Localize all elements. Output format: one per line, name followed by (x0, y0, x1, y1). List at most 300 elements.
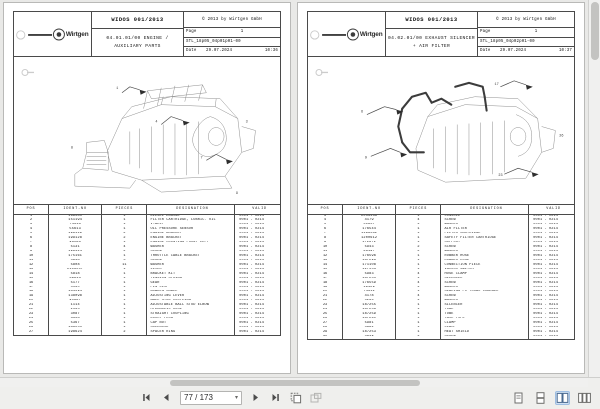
cell-pos: 16 (308, 272, 343, 276)
cell-val: 0001 - 0214 (533, 285, 559, 289)
two-page-view-button[interactable] (555, 391, 570, 405)
cell-id: 5949 (343, 335, 396, 339)
table-body-left (14, 214, 280, 335)
page-indicator-input[interactable] (180, 391, 242, 405)
col-pos-left: POS (14, 205, 49, 214)
cell-val: 0001 - 0214 (239, 222, 265, 227)
cell-val: 0001 - 0214 (239, 294, 265, 298)
cell-id: 1199582 (343, 232, 396, 236)
technical-drawing-left[interactable] (13, 57, 281, 205)
svg-text:1: 1 (116, 86, 119, 91)
cell-pc: 1 (396, 321, 441, 325)
cell-des: ENGINE MOUNTING FRONT LEFT (147, 241, 235, 245)
cell-val: 0001 - 0214 (533, 222, 559, 227)
cell-id: 2053438 (343, 214, 396, 218)
cell-pc: 1 (102, 268, 147, 272)
col-pos-right: POS (308, 205, 343, 214)
table-row[interactable] (308, 335, 574, 339)
title-block-left (13, 11, 281, 57)
last-page-icon (270, 392, 281, 403)
page-number-row-left (184, 28, 280, 37)
cell-id: 187298 (343, 259, 396, 263)
cell-pos: 19 (308, 286, 343, 290)
continuous-scroll-icon (535, 392, 546, 404)
logo-circle-icon-right (347, 28, 359, 40)
time-value-left: 10:36 (264, 49, 278, 54)
cell-pc: 4 (102, 245, 147, 249)
cell-pc: 1 (396, 308, 441, 312)
copyright-left: © 2013 by Wirtgen GmbH (184, 12, 280, 28)
cell-pos: 13 (14, 268, 49, 272)
cell-des: VACUUM SWITCH (441, 268, 529, 272)
cell-val: 0001 - 0214 (533, 334, 559, 339)
catalog-name-left: WIDOS 001/2013 (92, 12, 183, 29)
cell-pos: 11 (14, 259, 49, 263)
cell-pos: 20 (308, 290, 343, 294)
cell-des: SCREW (441, 281, 529, 285)
cell-id: 127553 (343, 268, 396, 272)
cell-pos: 4 (308, 218, 343, 222)
cell-id: 74318 (49, 223, 102, 227)
cell-id: 55613 (49, 227, 102, 231)
book-view-icon (578, 392, 591, 404)
cell-val: 0001 - 0214 (533, 227, 559, 231)
first-page-icon (141, 392, 152, 403)
page-label-right: Page (480, 30, 491, 35)
cell-pc: 4 (396, 294, 441, 298)
page-title-right-line1: 04.02.01/00 EXHAUST SILENCER (388, 35, 475, 41)
cell-des: SCREW (147, 259, 235, 263)
cell-id: 1114 (49, 303, 102, 307)
cell-id: 187255 (343, 303, 396, 307)
svg-text:17: 17 (494, 82, 499, 87)
cell-pos: 14 (308, 263, 343, 267)
cell-pc: 2 (102, 330, 147, 334)
col-ident-left: IDENT-NO (49, 205, 102, 214)
cell-id: 187255 (343, 277, 396, 281)
cell-val: 0001 - 0214 (533, 321, 559, 325)
cell-pos: 8 (14, 245, 49, 249)
cell-pc: 1 (102, 326, 147, 330)
cell-id: 5131 (49, 245, 102, 249)
cell-pos: 7 (14, 241, 49, 245)
cell-val: 0001 - 0214 (533, 298, 559, 303)
parts-table-left[interactable] (13, 205, 281, 336)
page-right[interactable] (297, 2, 585, 374)
cell-val: 0001 - 0214 (239, 267, 265, 272)
parts-table-right[interactable] (307, 205, 575, 340)
cell-pc: 4 (396, 286, 441, 290)
cell-id: 1200612 (343, 236, 396, 240)
cell-val: 0001 - 0214 (533, 294, 559, 298)
next-page-button[interactable] (249, 391, 262, 404)
cell-des: STRAIGHT COUPLING (147, 312, 235, 316)
page-title-left-line2: AUXILIARY PARTS (114, 43, 161, 49)
watermark-icon-left (21, 68, 35, 77)
vertical-scroll-thumb[interactable] (591, 2, 599, 60)
page-left[interactable] (3, 2, 291, 374)
cell-pos: 3 (14, 223, 49, 227)
cell-pc: 1 (396, 326, 441, 330)
cell-id: 5130 (49, 286, 102, 290)
cell-pc: 1 (102, 317, 147, 321)
cell-val: 0001 - 0214 (239, 312, 265, 316)
cell-pos: 4 (14, 227, 49, 231)
cell-id: 199424 (49, 250, 102, 254)
cell-id: 169585 (49, 214, 102, 218)
cell-pos: 3 (308, 214, 343, 218)
cell-id: 187258 (343, 308, 396, 312)
cell-des: SPACER RING (147, 330, 235, 334)
cell-id: 2116007 (49, 268, 102, 272)
cell-val: 0001 - 0214 (239, 330, 265, 334)
cell-val: 0001 - 0214 (533, 276, 559, 281)
date-row-right (478, 47, 574, 56)
cell-pc: 1 (102, 214, 147, 218)
cell-pc: 1 (102, 299, 147, 303)
cell-val: 0001 - 0214 (533, 307, 559, 312)
cell-val: 0001 - 0214 (533, 312, 559, 316)
cell-pos: 22 (308, 299, 343, 303)
cell-id: 2135 (49, 308, 102, 312)
cell-pc: 1 (102, 218, 147, 222)
page-number-row-right (478, 28, 574, 37)
cell-val: 0001 - 0214 (533, 316, 559, 321)
cell-id: 4178 (343, 294, 396, 298)
parts-table-left-grid (14, 205, 280, 335)
cell-val: 0001 - 0214 (533, 272, 559, 276)
cell-val: 0001 - 0214 (239, 214, 265, 218)
copy-icon (290, 392, 302, 404)
cell-val: 0001 - 0214 (533, 325, 559, 330)
cell-des: FILTER CARTRIDGE, LUBRIC. OIL (147, 218, 235, 222)
svg-text:8: 8 (70, 146, 74, 151)
cell-id: 176559 (343, 281, 396, 285)
page-label-left: Page (186, 30, 197, 35)
page-title-right (386, 29, 477, 56)
cell-val: 0001 - 0214 (239, 285, 265, 289)
cell-id: 19429 (343, 286, 396, 290)
cell-pc: 1 (102, 277, 147, 281)
col-valid-right: VALID (529, 205, 574, 214)
watermark-icon-right (315, 68, 329, 77)
cell-des: SILENCER (441, 303, 529, 307)
cell-id: 3087 (49, 312, 102, 316)
cell-pc: 1 (102, 286, 147, 290)
vertical-scrollbar[interactable] (588, 0, 600, 377)
cell-des: RUBBER HOSE (441, 254, 529, 258)
col-pieces-right: PIECES (396, 205, 441, 214)
single-page-icon (513, 392, 524, 404)
cell-des: SCREW (147, 250, 235, 254)
cell-des: SCREW (441, 294, 529, 298)
page-navigation-group (140, 391, 322, 405)
cell-val: 0001 - 0214 (239, 249, 265, 254)
svg-text:7: 7 (200, 156, 203, 161)
cell-pc: 1 (396, 290, 441, 294)
cell-id: 5264 (343, 299, 396, 303)
cell-val: 0001 - 0214 (239, 263, 265, 267)
cell-pc: 1 (102, 281, 147, 285)
copy-button[interactable] (289, 391, 302, 404)
cell-pos: 13 (308, 259, 343, 263)
cell-pc: 1 (102, 321, 147, 325)
cell-pc: 2 (102, 236, 147, 240)
cell-id: 176544 (343, 227, 396, 231)
cell-id: 74312 (343, 290, 396, 294)
cell-pos: 8 (308, 236, 343, 240)
cell-id: 4179 (343, 218, 396, 222)
cell-pc: 1 (396, 241, 441, 245)
cell-val: 0001 - 0214 (239, 321, 265, 325)
cell-pc: 1 (396, 214, 441, 218)
technical-drawing-right[interactable] (307, 57, 575, 205)
cell-val: 0001 - 0214 (533, 303, 559, 307)
cell-pos: 29 (308, 330, 343, 334)
cell-pos: 17 (308, 277, 343, 281)
cell-val: 0001 - 0214 (533, 214, 559, 218)
cell-id: 5818 (49, 272, 102, 276)
cell-val: 0001 - 0214 (533, 254, 559, 258)
cell-pos: 27 (14, 330, 49, 334)
two-page-icon (556, 392, 569, 404)
page-right-sheet (307, 11, 575, 365)
cell-id: 51857 (343, 223, 396, 227)
date-value-left: 29.07.2024 (206, 49, 233, 54)
cell-val: 0001 - 0214 (533, 258, 559, 263)
logo-ghost-icon-right (310, 29, 319, 38)
cell-pos: 23 (14, 312, 49, 316)
cell-pc: 1 (396, 303, 441, 307)
cell-id: 151194 (49, 218, 102, 222)
cell-des: SUPPORT (441, 241, 529, 245)
cell-val: 0001 - 0214 (239, 218, 265, 222)
cell-id: 176596 (343, 254, 396, 258)
cell-pos: 9 (14, 250, 49, 254)
col-valid-left: VALID (235, 205, 280, 214)
cell-val: 0001 - 0214 (533, 231, 559, 236)
doc-id-left: STL_18p05_04p01p01-00 (186, 39, 241, 44)
cell-pc: 1 (102, 272, 147, 276)
cell-pc: 2 (396, 245, 441, 249)
svg-text:9: 9 (235, 192, 238, 197)
table-header-row-right (308, 205, 574, 214)
cell-des: THROTTLE CABLE BRACKET (147, 254, 235, 258)
cell-des: SILENCER (441, 277, 529, 281)
cell-des: ENGINE BRACKET (147, 236, 235, 240)
cell-pc: 4 (396, 335, 441, 339)
cell-id: 5983 (343, 272, 396, 276)
title-block-right (307, 11, 575, 57)
cell-des: DUMMY PLUG (147, 317, 235, 321)
cell-pos: 21 (308, 294, 343, 298)
catalog-name-right: WIDOS 001/2013 (386, 12, 477, 29)
svg-text:26: 26 (559, 134, 564, 139)
cell-id: 199119 (49, 232, 102, 236)
cell-id: 96088 (49, 241, 102, 245)
cell-val: 0001 - 0214 (239, 240, 265, 245)
cell-id: 68197 (343, 250, 396, 254)
cell-pc: 1 (102, 290, 147, 294)
cell-id: 5177 (49, 281, 102, 285)
cell-pos: 18 (308, 281, 343, 285)
date-value-right: 29.07.2024 (500, 49, 527, 54)
cell-pos: 19 (14, 294, 49, 298)
page-title-right-line2: + AIR FILTER (412, 43, 451, 49)
cell-id: 172872 (343, 241, 396, 245)
cell-pos: 28 (308, 326, 343, 330)
cell-pc: 1 (102, 303, 147, 307)
cell-pos: 24 (14, 317, 49, 321)
col-ident-right: IDENT-NO (343, 205, 396, 214)
cell-val: 0001 - 0214 (239, 272, 265, 276)
paste-button[interactable] (309, 391, 322, 404)
previous-page-button[interactable] (160, 391, 173, 404)
svg-text:23: 23 (498, 174, 503, 179)
horizontal-scrollbar[interactable] (0, 378, 588, 387)
cell-val: 0001 - 0214 (239, 258, 265, 263)
cell-pos: 15 (308, 268, 343, 272)
cell-pos: 6 (308, 227, 343, 231)
cell-id: 5948 (49, 259, 102, 263)
cell-pos: 10 (14, 254, 49, 258)
cell-id: 186055 (49, 326, 102, 330)
svg-text:4: 4 (155, 120, 158, 125)
cell-pc: 1 (396, 227, 441, 231)
cell-des: ADJUSTING LEVER (147, 294, 235, 298)
parts-table-right-grid (308, 205, 574, 339)
cell-id: 5943 (343, 245, 396, 249)
previous-page-icon (161, 392, 172, 403)
viewer-toolbar[interactable] (0, 377, 600, 409)
chevron-down-icon[interactable]: ▾ (234, 395, 238, 401)
cell-des: SEALING FO TURBO CHARGER (441, 290, 529, 294)
cell-id: 5982 (343, 326, 396, 330)
cell-val: 0001 - 0214 (533, 236, 559, 240)
cell-des: WASHER (441, 223, 529, 227)
cell-des: WASHER (441, 250, 529, 254)
cell-id: 198624 (49, 330, 102, 334)
cell-id: 187253 (343, 330, 396, 334)
page-indicator-value: 77 / 173 (184, 393, 213, 402)
book-view-button[interactable] (577, 391, 592, 405)
cell-val: 0001 - 0214 (239, 298, 265, 303)
cell-val: 0001 - 0214 (533, 289, 559, 294)
time-value-right: 10:37 (558, 49, 572, 54)
cell-des: BRACKET KIT (147, 272, 235, 276)
cell-id: 175161 (49, 254, 102, 258)
table-row[interactable] (14, 330, 280, 334)
cell-pos: 22 (14, 308, 49, 312)
cell-id: 5367 (49, 321, 102, 325)
cell-pc: 4 (396, 218, 441, 222)
cell-val: 0001 - 0214 (239, 227, 265, 231)
cell-pc: 1 (102, 223, 147, 227)
logo-bar-icon (28, 33, 52, 35)
cell-pc: 1 (102, 312, 147, 316)
cell-des: SOLENOID (147, 326, 235, 330)
svg-text:3: 3 (245, 120, 248, 125)
cell-des: HEAT SHIELD (441, 330, 529, 334)
cell-des: SAFETY FILTER CARTRIDGE (441, 236, 529, 240)
doc-id-right: STL_18p05_04p02p01-00 (480, 39, 535, 44)
cell-des: TUBE (441, 312, 529, 316)
brand-logo-left (14, 12, 92, 56)
cell-pos: 20 (14, 299, 49, 303)
cell-pc: 1 (102, 241, 147, 245)
cell-pc: 1 (102, 227, 147, 231)
cell-val: 0001 - 0214 (533, 281, 559, 285)
last-page-button[interactable] (269, 391, 282, 404)
cell-val: 0001 - 0214 (239, 316, 265, 321)
cell-pos: 15 (14, 277, 49, 281)
logo-wordmark-left: Wirtgen (66, 30, 89, 38)
cell-des: SCREW (441, 245, 529, 249)
cell-id: 5808 (49, 263, 102, 267)
first-page-button[interactable] (140, 391, 153, 404)
cell-pos: 5 (14, 232, 49, 236)
cell-id: 138098 (49, 294, 102, 298)
cell-id: 171108 (343, 263, 396, 267)
cell-id: 5981 (343, 321, 396, 325)
cell-val: 0001 - 0214 (239, 289, 265, 294)
cell-pc: 2 (102, 250, 147, 254)
col-designation-left: DESIGNATION (147, 205, 235, 214)
continuous-view-button[interactable] (533, 391, 548, 405)
cell-des: TUBE (441, 308, 529, 312)
cell-val: 0001 - 0214 (533, 245, 559, 249)
engine-drawing-svg (14, 57, 280, 204)
logo-ghost-icon (16, 29, 25, 38)
cell-des: WASHER (147, 263, 235, 267)
cell-pos: 9 (308, 241, 343, 245)
cell-pc: 1 (102, 294, 147, 298)
single-page-view-button[interactable] (511, 391, 526, 405)
cell-pc: 11 (102, 263, 147, 267)
cell-id: 90887 (49, 299, 102, 303)
cell-pos: 17 (14, 286, 49, 290)
cell-id: 187260 (343, 317, 396, 321)
paste-icon (310, 392, 322, 404)
cell-pc: 4 (396, 299, 441, 303)
cell-des: DIESEL ENGINE (147, 214, 235, 218)
cell-id: 184594 (49, 290, 102, 294)
cell-val: 0001 - 0214 (239, 325, 265, 330)
page-value-right: 1 (534, 30, 538, 35)
horizontal-scroll-thumb[interactable] (170, 380, 420, 386)
brand-logo-right (308, 12, 386, 56)
cell-val: 0001 - 0214 (533, 330, 559, 334)
cell-pos: 25 (14, 321, 49, 325)
cell-pc: 1 (396, 268, 441, 272)
cell-des: AIR FILTER (441, 227, 529, 231)
cell-val: 0001 - 0214 (239, 303, 265, 307)
cell-pos: 1 (14, 214, 49, 218)
cell-val: 0001 - 0214 (239, 281, 265, 285)
cell-des: V-BELT (147, 223, 235, 227)
cell-val: 0001 - 0214 (533, 249, 559, 254)
cell-pos: 23 (308, 303, 343, 307)
cell-pc: 1 (396, 317, 441, 321)
cell-val: 0001 - 0214 (239, 231, 265, 236)
cell-val: 0001 - 0214 (533, 240, 559, 245)
table-body-right (308, 214, 574, 339)
watermark-logo-left (21, 64, 35, 82)
cell-pos: 26 (14, 326, 49, 330)
exhaust-drawing-svg (308, 57, 574, 204)
cell-pc: 1 (102, 254, 147, 258)
cell-val: 0001 - 0214 (533, 267, 559, 272)
